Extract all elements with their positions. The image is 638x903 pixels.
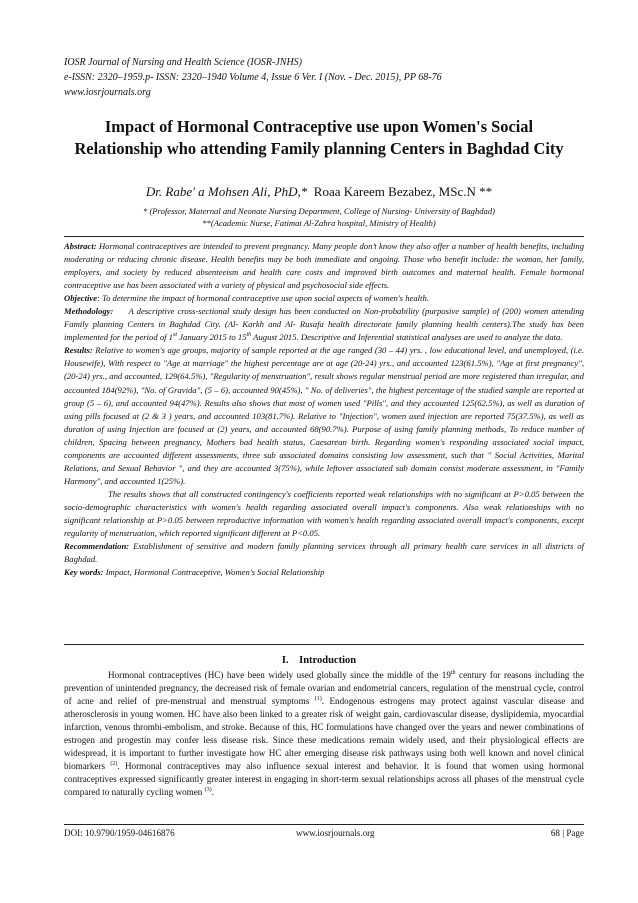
footer-doi: DOI: 10.9790/1959-04616876 <box>64 828 175 838</box>
author-1: Dr. Rabe' a Mohsen Ali, PhD,* <box>145 184 308 199</box>
section-title: Introduction <box>299 655 357 666</box>
affiliation-1: * (Professor, Maternal and Neonate Nursing Department, College of Nursing- University of Baghdad) <box>143 206 495 216</box>
journal-issn: e-ISSN: 2320–1959.p- ISSN: 2320–1940 Volume 4, Issue 6 Ver. I (Nov. - Dec. 2015), PP 68-76 <box>64 72 442 83</box>
methodology-paragraph <box>64 305 584 344</box>
results-paragraph <box>64 344 584 488</box>
keywords-paragraph <box>64 566 584 579</box>
recommendation-label: Recommendation: <box>64 541 130 552</box>
methodology-sup-2: th <box>246 332 252 339</box>
methodology-text-b: January 2015 to 15 <box>177 332 247 343</box>
keywords-label: Key words: <box>64 567 104 578</box>
citation-3: (3) <box>204 787 212 793</box>
methodology-label: Methodology: <box>64 306 114 317</box>
recommendation-text: Establishment of sensitive and modern family planning services through all primary health care services in all districts of Baghdad. <box>64 541 585 565</box>
paper-title: Impact of Hormonal Contraceptive use upon Women's Social Relationship who attending Family planning Centers in Baghdad City <box>74 117 564 158</box>
introduction-paragraph <box>64 669 584 799</box>
section-number: I. <box>281 655 289 666</box>
recommendation-paragraph <box>64 540 584 566</box>
author-line <box>60 183 578 201</box>
abstract-top-rule <box>64 236 584 237</box>
objective-label: Objective <box>64 293 98 304</box>
affiliation-2: **(Academic Nurse, Fatimat Al-Zahra hospital, Ministry of Health) <box>202 218 436 228</box>
citation-1: (1) <box>314 696 322 702</box>
keywords-text: Impact, Hormonal Contraceptive, Women's Social Relationship <box>105 567 325 578</box>
intro-text-5: . <box>211 787 214 797</box>
affiliations <box>60 205 578 229</box>
journal-name: IOSR Journal of Nursing and Health Science (IOSR-JNHS) <box>64 57 303 68</box>
abstract-paragraph <box>64 240 584 292</box>
footer-page-number: 68 | Page <box>550 828 584 838</box>
abstract-label: Abstract: <box>64 241 97 251</box>
results-paragraph-2: The results shows that all constructed contingency's coefficients reported weak relationships with no significant at P>0.05 between the socio-demographic characteristics with women's health regarding associated overall impact's components. Also weak relationships with no significant relationship at P>0.05 between reproductive information with women's health regarding associated overall impact's components, except regularity of menstruation, which reported significant different at P<0.05. <box>64 488 584 539</box>
results-text: Relative to women's age groups, majority of sample reported at the age ranged (30 – 44) yrs. , low educational level, and unemployed, (i.e. Housewife), With respect to "Age at marriage" the highest percentage are at age (20-24) yrs., and accounted 123(61.5%), "Age at first pregnancy", (20-24) yrs., and accounted, 129(64.5%), "Regularity of menstruation", result shows regular menstrual period are more registered than irregular, and accounted 184(92%), "No. of Gravida", (5 – 6), accounted 90(45%), " No. of deliveries", the highest percentage of the studied sample are reported at group (5 – 6), and accounted 94(47%). Results also shows that most of women used "Pills", and they accounted 125(62.5%), as well as duration of using pills focused at (2 & 3 ) years, and accounted 103(81.7%). Relative to "Injection", women used injection are reported 75(37.5%), as well as duration of using Injection are focused at (2) years, and accounted 68(90.7%). Purpose of using family planning methods, To reduce number of children, Spacing between pregnancy, Mothers bad health status, Caesarean birth. Regarding women's responding associated social impact, components are accounted different assessments, three sub associated domains consisting low assessment, such that " Social Activities, Marital Relations, and Sexual Behavior ", and they are accounted 3(75%), while leftover associated sub domain consist moderate assessment, in "Family Harmony", and accounted 1(25%). <box>64 345 584 486</box>
abstract-block <box>64 240 584 579</box>
methodology-text-c: August 2015. Descriptive and Inferential statistical analyses are used to analyze the data. <box>251 332 563 343</box>
journal-website: www.iosrjournals.org <box>64 87 151 98</box>
abstract-bottom-rule <box>64 644 584 645</box>
abstract-text: Hormonal contraceptives are intended to prevent pregnancy. Many people don’t know they also offer a number of health benefits, including moderating or reducing chronic disease. Health benefits may be both immediate and ongoing. Those who benefit include: the woman, her family, employers, and society by reduced absenteeism and health care costs and improved birth outcomes and maternal health. Female hormonal contraceptive use has been associated with a variety of physical and psychosocial side effects. <box>64 241 585 291</box>
author-2: Roaa Kareem Bezabez, MSc.N ** <box>313 184 493 199</box>
page-footer <box>64 826 584 840</box>
objective-paragraph <box>64 292 584 305</box>
objective-text: : To determine the impact of hormonal contraceptive use upon social aspects of women's health. <box>97 293 429 304</box>
intro-text-4: . Hormonal contraceptives may also influence sexual interest and behavior. It is found that women using hormonal contraceptives expressed significantly greater interest in engaging in short-term sexual relationships across all phases of the menstrual cycle compared to naturally cycling women <box>64 761 584 797</box>
methodology-text-a: A descriptive cross-sectional study design has been conducted on Non-probability (purposive sample) of (200) women attending Family planning Centers in Baghdad City. (Al- Karkh and Al- Rusafa health directorate family planning health centers).The study has been implemented for the period of 1 <box>64 306 584 343</box>
footer-website: www.iosrjournals.org <box>296 828 375 838</box>
results-label: Results: <box>64 345 93 356</box>
intro-text-2: century for reasons including the prevention of unintended pregnancy, the decreased risk of female ovarian and endometrial cancers, regulation of the menstrual cycle, control of acne and relief of pre-menstrual and menstrual symptoms <box>64 670 585 706</box>
intro-text-1: Hormonal contraceptives (HC) have been widely used globally since the middle of the 19 <box>108 670 451 680</box>
citation-2: (2) <box>110 761 118 767</box>
footer-rule <box>64 824 584 825</box>
intro-sup-1: th <box>450 670 456 676</box>
section-heading <box>60 654 578 668</box>
journal-header <box>64 55 584 100</box>
methodology-sup-1: st <box>173 332 178 339</box>
intro-text-3: . Endogenous estrogens may protect against vascular disease and atherosclerosis in young women. HC have also been linked to a greater risk of weight gain, cardiovascular disease, dyslipidemia, myocardial infarction, venous thrombi-embolism, and stroke. Because of this, HC formulations have changed over the years and newer combinations of estrogen and progestin may confer less disease risk. Since these medications remain widely used, and their physiological effects are widespread, it is important to further investigate how HC alter emerging disease risk pathways using both well known and novel clinical biomarkers <box>64 696 584 771</box>
